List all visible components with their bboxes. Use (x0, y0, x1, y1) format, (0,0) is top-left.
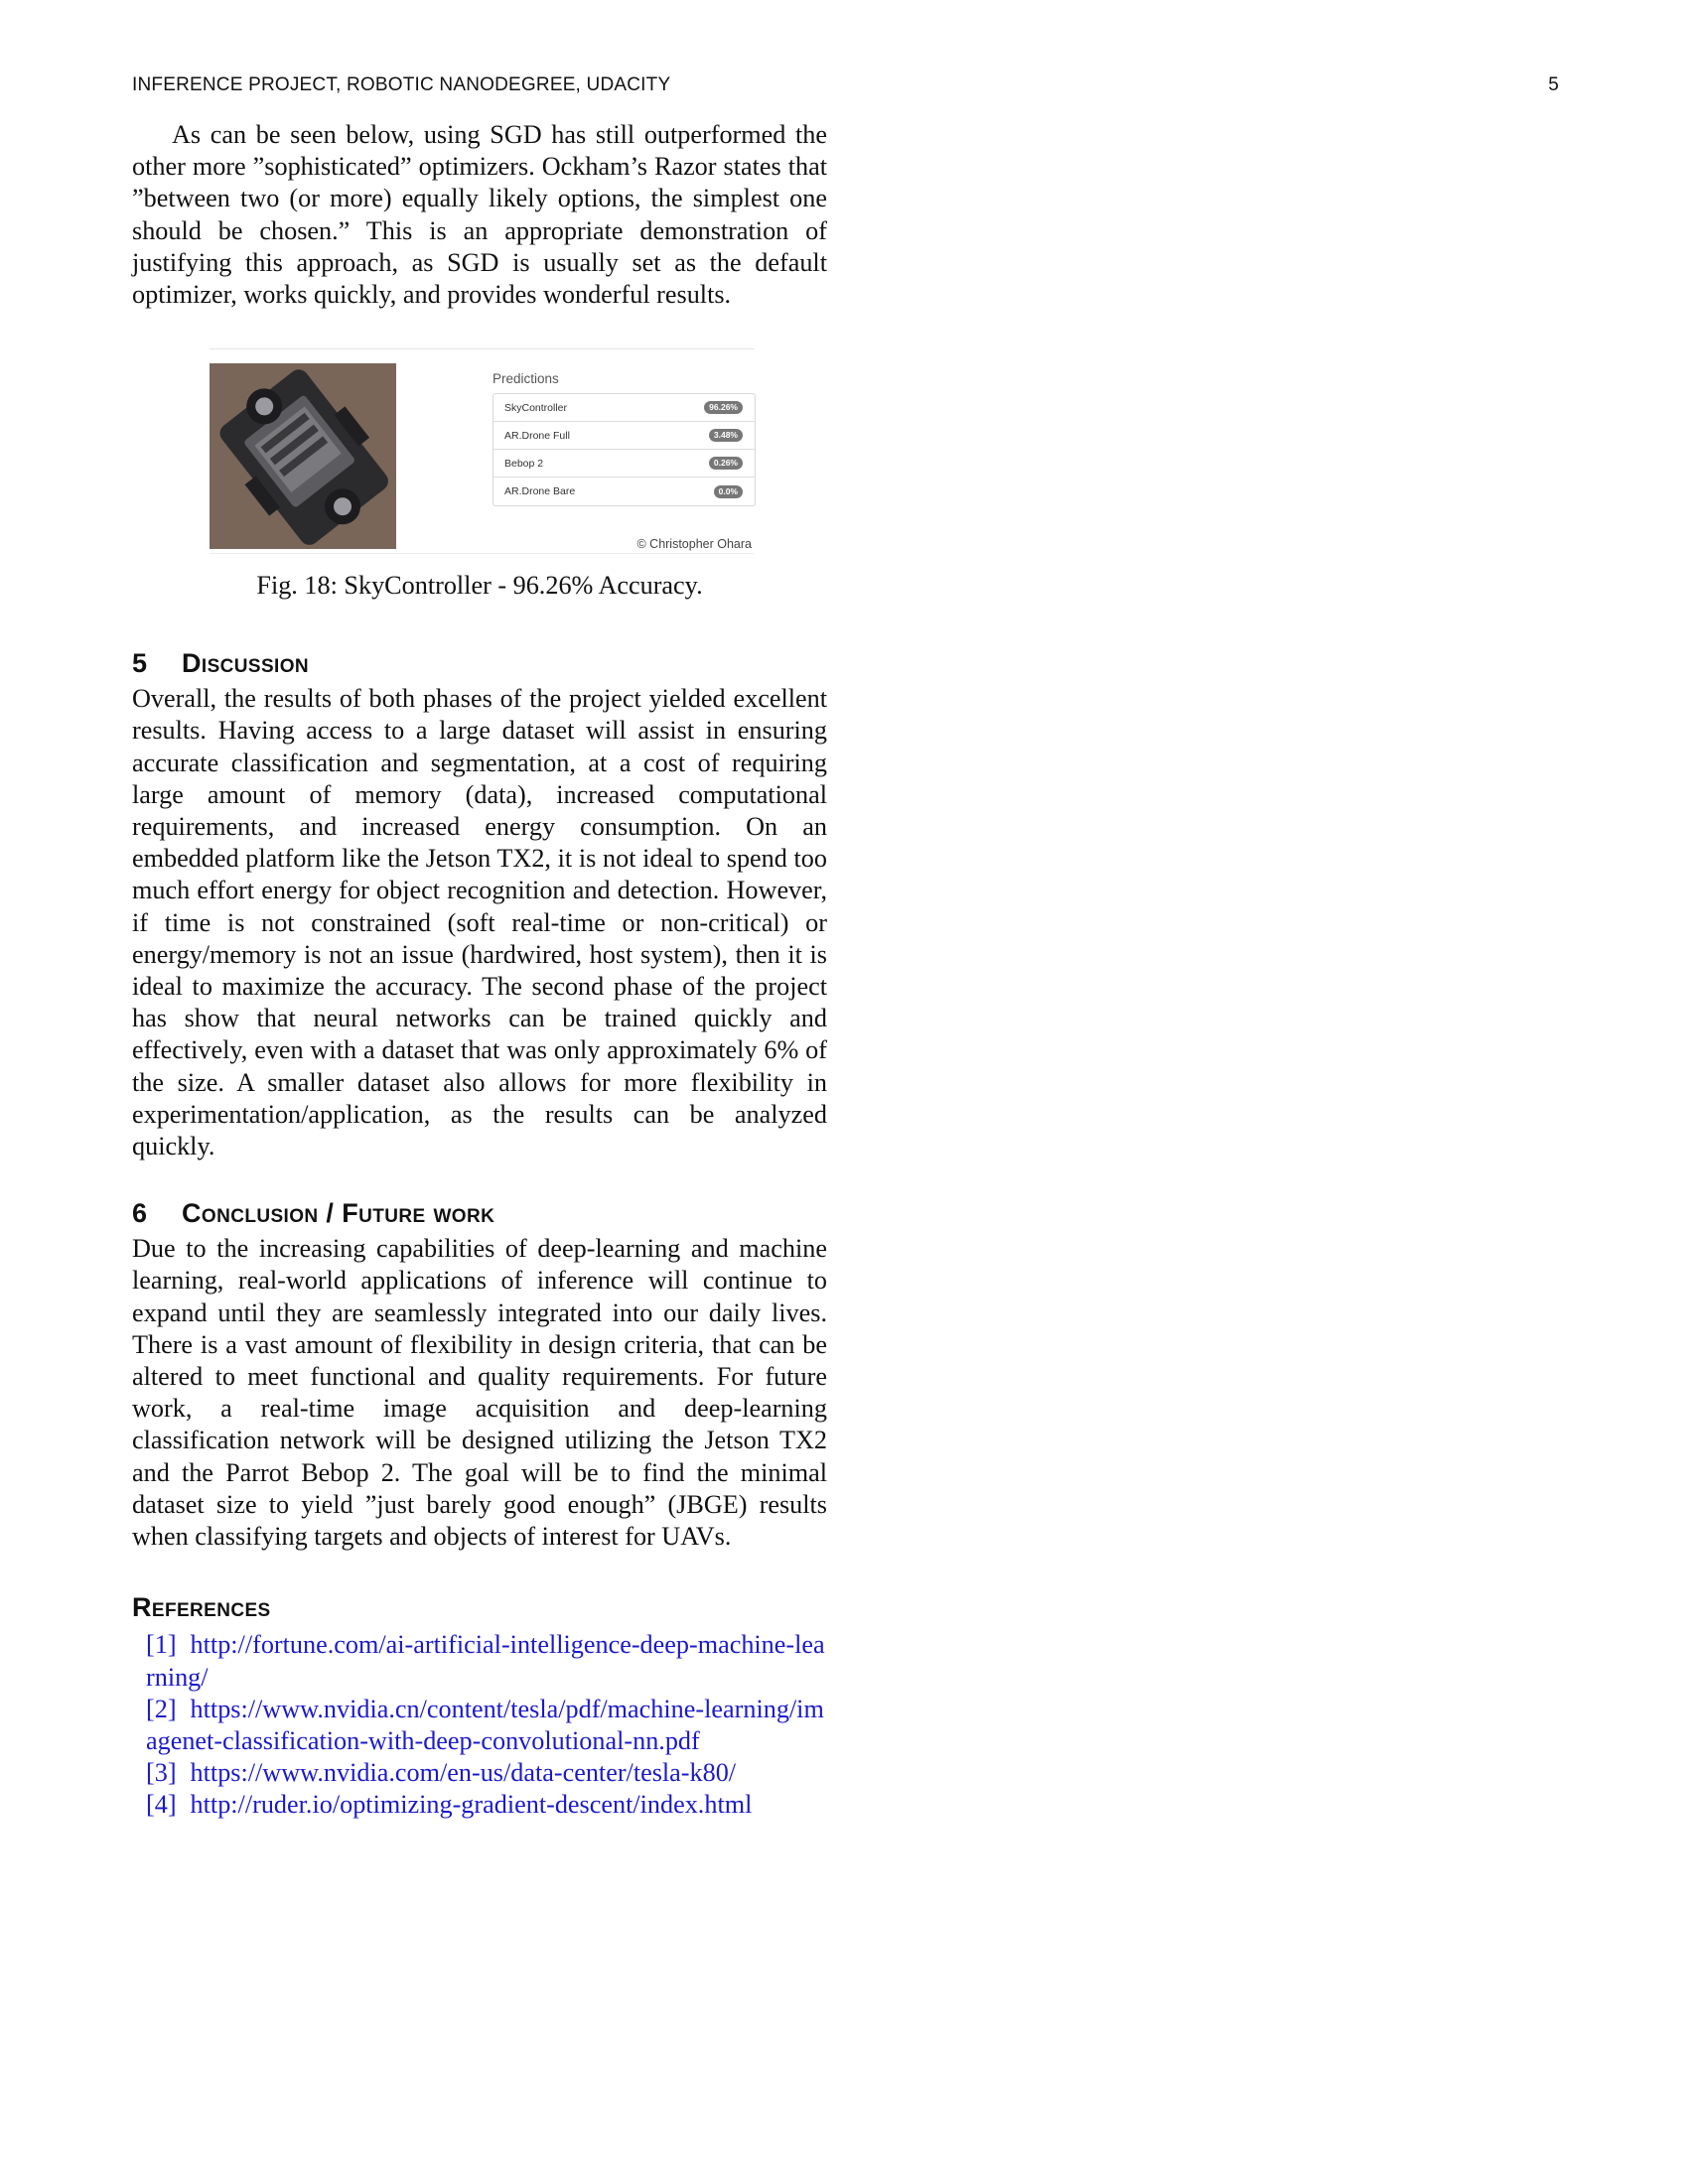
prediction-badge: 0.26% (709, 457, 743, 470)
figure-caption: Fig. 18: SkyController - 96.26% Accuracy. (256, 571, 703, 601)
section-title: References (132, 1592, 271, 1623)
discussion-paragraph: Overall, the results of both phases of the project yielded excellent results. Having access to a large dataset will assist in ensuring accurate classification and segmentation, at a cost of requiring large amount of memory (data), increased computational requirements, and increased energy consumption. On an embedded platform like the Jetson TX2, it is not ideal to spend too much effort energy for object recognition and detection. However, if time is not constrained (soft real-time or non-critical) or energy/memory is not an issue (hardwired, host system), then it is ideal to maximize the accuracy. The second phase of the project has show that neural networks can be trained quickly and effectively, even with a dataset that was only approximately 6% of the size. A smaller dataset also allows for more flexibility in experimentation/application, as the results can be analyzed quickly. (132, 684, 827, 1161)
predictions-list (492, 393, 756, 506)
prediction-row (493, 422, 755, 450)
skycontroller-image (210, 363, 396, 549)
prediction-label: AR.Drone Bare (504, 485, 576, 498)
section-number: 6 (132, 1198, 148, 1229)
reference-item (146, 1694, 827, 1757)
prediction-badge: 3.48% (709, 429, 743, 442)
section-heading-discussion (132, 648, 827, 679)
reference-link[interactable]: https://www.nvidia.com/en-us/data-center/tesla-k80/ (190, 1758, 737, 1788)
figure-credit: © Christopher Ohara (636, 537, 752, 552)
reference-item (146, 1789, 827, 1821)
section-heading-references (132, 1592, 827, 1623)
section-number: 5 (132, 648, 148, 679)
section-title: Discussion (182, 648, 310, 679)
prediction-label: SkyController (504, 401, 568, 414)
prediction-row (493, 478, 755, 505)
reference-list (132, 1629, 827, 1821)
reference-item (146, 1629, 827, 1693)
reference-number[interactable]: [4] (146, 1790, 177, 1820)
reference-number[interactable]: [3] (146, 1758, 177, 1788)
running-title: INFERENCE PROJECT, ROBOTIC NANODEGREE, UDACITY (132, 74, 671, 95)
conclusion-paragraph: Due to the increasing capabilities of deep-learning and machine learning, real-world applications of inference will continue to expand until they are seamlessly integrated into our daily lives. There is a vast amount of flexibility in design criteria, that can be altered to meet functional and quality requirements. For future work, a real-time image acquisition and deep-learning classification network will be designed utilizing the Jetson TX2 and the Parrot Bebop 2. The goal will be to find the minimal dataset size to yield ”just barely good enough” (JBGE) results when classifying targets and objects of interest for UAVs. (132, 1234, 827, 1552)
reference-link[interactable]: http://fortune.com/ai-artificial-intelligence-deep-machine-learning/ (146, 1630, 825, 1692)
prediction-badge: 96.26% (704, 401, 743, 414)
predictions-title: Predictions (492, 371, 559, 387)
reference-number[interactable]: [1] (146, 1630, 177, 1660)
section-heading-conclusion (132, 1198, 827, 1229)
prediction-row (493, 394, 755, 422)
running-header (132, 74, 1559, 96)
page-number: 5 (1548, 74, 1559, 95)
prediction-label: Bebop 2 (504, 457, 544, 470)
skycontroller-photo (210, 363, 396, 549)
section-title: Conclusion / Future work (182, 1198, 495, 1229)
prediction-row (493, 450, 755, 478)
figure-18 (210, 348, 754, 554)
reference-link[interactable]: https://www.nvidia.cn/content/tesla/pdf/machine-learning/imagenet-classification-with-deep-convolutional-nn.pdf (146, 1694, 824, 1755)
intro-paragraph: As can be seen below, using SGD has still outperformed the other more ”sophisticated” optimizers. Ockham’s Razor states that ”between two (or more) equally likely options, the simplest one should be chosen.” This is an appropriate demonstration of justifying this approach, as SGD is usually set as the default optimizer, works quickly, and provides wonderful results. (132, 120, 827, 310)
prediction-label: AR.Drone Full (504, 429, 570, 442)
prediction-badge: 0.0% (714, 485, 743, 498)
reference-item (146, 1757, 827, 1789)
reference-link[interactable]: http://ruder.io/optimizing-gradient-descent/index.html (190, 1790, 753, 1820)
left-column (132, 119, 827, 1822)
reference-number[interactable]: [2] (146, 1694, 177, 1723)
